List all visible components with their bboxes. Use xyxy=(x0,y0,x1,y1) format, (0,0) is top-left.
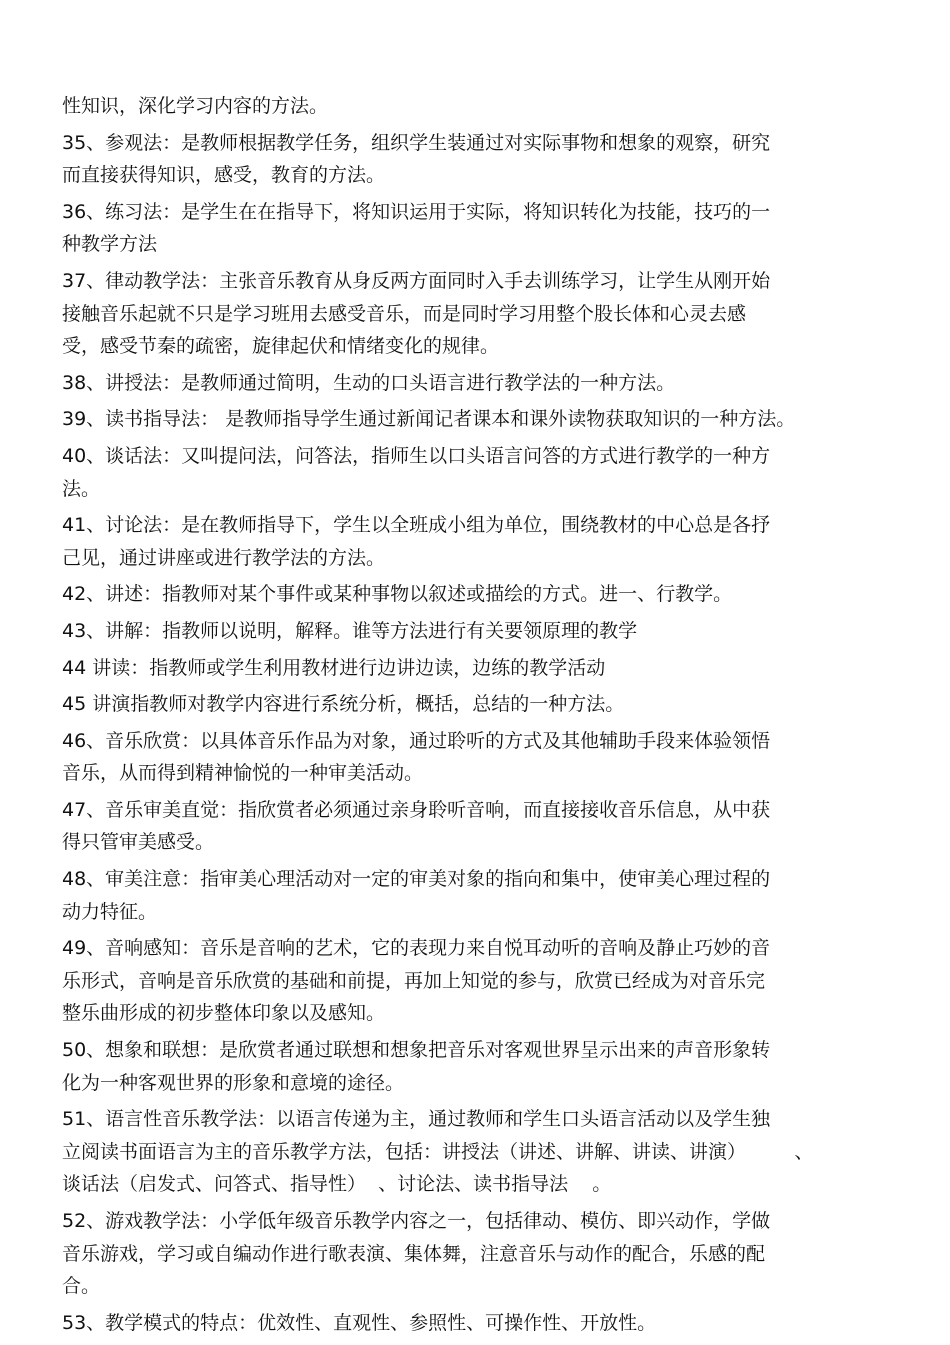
entry-line: 47、音乐审美直觉：指欣赏者必须通过亲身聆听音响，而直接接收音乐信息，从中获 xyxy=(62,798,771,821)
entry-line: 音乐游戏，学习或自编动作进行歌表演、集体舞，注意音乐与动作的配合，乐感的配 xyxy=(62,1242,766,1265)
entry-line: 合。 xyxy=(62,1275,101,1298)
entry-line: 46、音乐欣赏：以具体音乐作品为对象，通过聆听的方式及其他辅助手段来体验领悟 xyxy=(62,729,771,752)
entry-line: 40、谈话法：又叫提问法，问答法，指师生以口头语言问答的方式进行教学的一种方 xyxy=(62,444,771,467)
entry-44-lecture-reading xyxy=(62,652,882,685)
entry-line: 音乐，从而得到精神愉悦的一种审美活动。 xyxy=(62,762,424,785)
entry-45-speech xyxy=(62,688,882,721)
entry-line: 接触音乐起就不只是学习班用去感受音乐，而是同时学习用整个股长体和心灵去感 xyxy=(62,302,747,325)
entry-line: 化为一种客观世界的形象和意境的途径。 xyxy=(62,1071,405,1094)
entry-35-observation-method xyxy=(62,127,882,192)
entry-line: 51、语言性音乐教学法：以语言传递为主，通过教师和学生口头语言活动以及学生独 xyxy=(62,1108,771,1131)
entry-line: 种教学方法 xyxy=(62,233,158,256)
entry-37-rhythmic-teaching xyxy=(62,265,882,363)
entry-53-teaching-model-features xyxy=(62,1307,882,1340)
entry-line: 受，感受节秦的疏密，旋律起伏和情绪变化的规律。 xyxy=(62,335,500,358)
entry-line: 37、律动教学法：主张音乐教育从身反两方面同时入手去训练学习，让学生从刚开始 xyxy=(62,269,771,292)
entry-line: 立阅读书面语言为主的音乐教学方法，包括：讲授法（讲述、讲解、讲读、讲演） 、 xyxy=(62,1140,814,1163)
entry-line: 49、音响感知：音乐是音响的艺术，它的表现力来自悦耳动听的音响及静止巧妙的音 xyxy=(62,937,771,960)
entry-line: 谈话法（启发式、问答式、指导性） 、讨论法、读书指导法 。 xyxy=(62,1173,612,1196)
entry-line: 42、讲述：指教师对某个事件或某种事物以叙述或描绘的方式。进一、行教学。 xyxy=(62,583,733,606)
entry-43-explanation xyxy=(62,615,882,648)
entry-41-discussion-method xyxy=(62,509,882,574)
entry-38-lecture-method xyxy=(62,367,882,400)
entry-line: 得只管审美感受。 xyxy=(62,831,215,854)
entry-51-verbal-music-teaching xyxy=(62,1103,882,1201)
entry-line: 动力特征。 xyxy=(62,900,158,923)
entry-line: 39、读书指导法： 是教师指导学生通过新闻记者课本和课外读物获取知识的一种方法。 xyxy=(62,408,796,431)
entry-line: 35、参观法：是教师根据教学任务，组织学生装通过对实际事物和想象的观察，研究 xyxy=(62,131,771,154)
entry-39-reading-guidance xyxy=(62,403,882,436)
entry-40-conversation-method xyxy=(62,440,882,505)
entry-line: 乐形式，音响是音乐欣赏的基础和前提，再加上知觉的参与，欣赏已经成为对音乐完 xyxy=(62,969,766,992)
entry-line: 38、讲授法：是教师通过简明，生动的口头语言进行教学法的一种方法。 xyxy=(62,371,676,394)
document-page xyxy=(62,90,882,1343)
entry-line: 52、游戏教学法：小学低年级音乐教学内容之一，包括律动、模仿、即兴动作，学做 xyxy=(62,1210,771,1232)
entry-line: 44 讲读：指教师或学生利用教材进行边讲边读，边练的教学活动 xyxy=(62,656,606,679)
entry-line: 36、练习法：是学生在在指导下，将知识运用于实际，将知识转化为技能，技巧的一 xyxy=(62,200,771,223)
entry-line: 45 讲演指教师对教学内容进行系统分析，概括，总结的一种方法。 xyxy=(62,693,625,716)
entry-36-practice-method xyxy=(62,196,882,261)
entry-42-narration xyxy=(62,578,882,611)
entry-line: 整乐曲形成的初步整体印象以及感知。 xyxy=(62,1002,386,1025)
entry-line: 41、讨论法：是在教师指导下，学生以全班成小组为单位，围绕教材的中心总是各抒 xyxy=(62,514,771,537)
entry-line: 43、讲解：指教师以说明，解释。谁等方法进行有关要领原理的教学 xyxy=(62,619,638,642)
entry-line: 50、想象和联想：是欣赏者通过联想和想象把音乐对客观世界呈示出来的声音形象转 xyxy=(62,1039,771,1062)
entry-intro xyxy=(62,90,882,123)
entry-48-aesthetic-attention xyxy=(62,863,882,928)
entry-line: 48、审美注意：指审美心理活动对一定的审美对象的指向和集中，使审美心理过程的 xyxy=(62,868,771,891)
entry-47-aesthetic-intuition xyxy=(62,794,882,859)
entry-line: 己见，通过讲座或进行教学法的方法。 xyxy=(62,546,386,569)
entry-line: 性知识，深化学习内容的方法。 xyxy=(62,95,329,117)
entry-46-music-appreciation xyxy=(62,725,882,790)
entry-49-sound-perception xyxy=(62,932,882,1030)
entry-52-game-teaching xyxy=(62,1205,882,1303)
entry-line: 法。 xyxy=(62,477,101,500)
entry-50-imagination-association xyxy=(62,1034,882,1099)
entry-line: 而直接获得知识，感受，教育的方法。 xyxy=(62,164,386,187)
entry-line: 53、教学模式的特点：优效性、直观性、参照性、可操作性、开放性。 xyxy=(62,1311,657,1334)
